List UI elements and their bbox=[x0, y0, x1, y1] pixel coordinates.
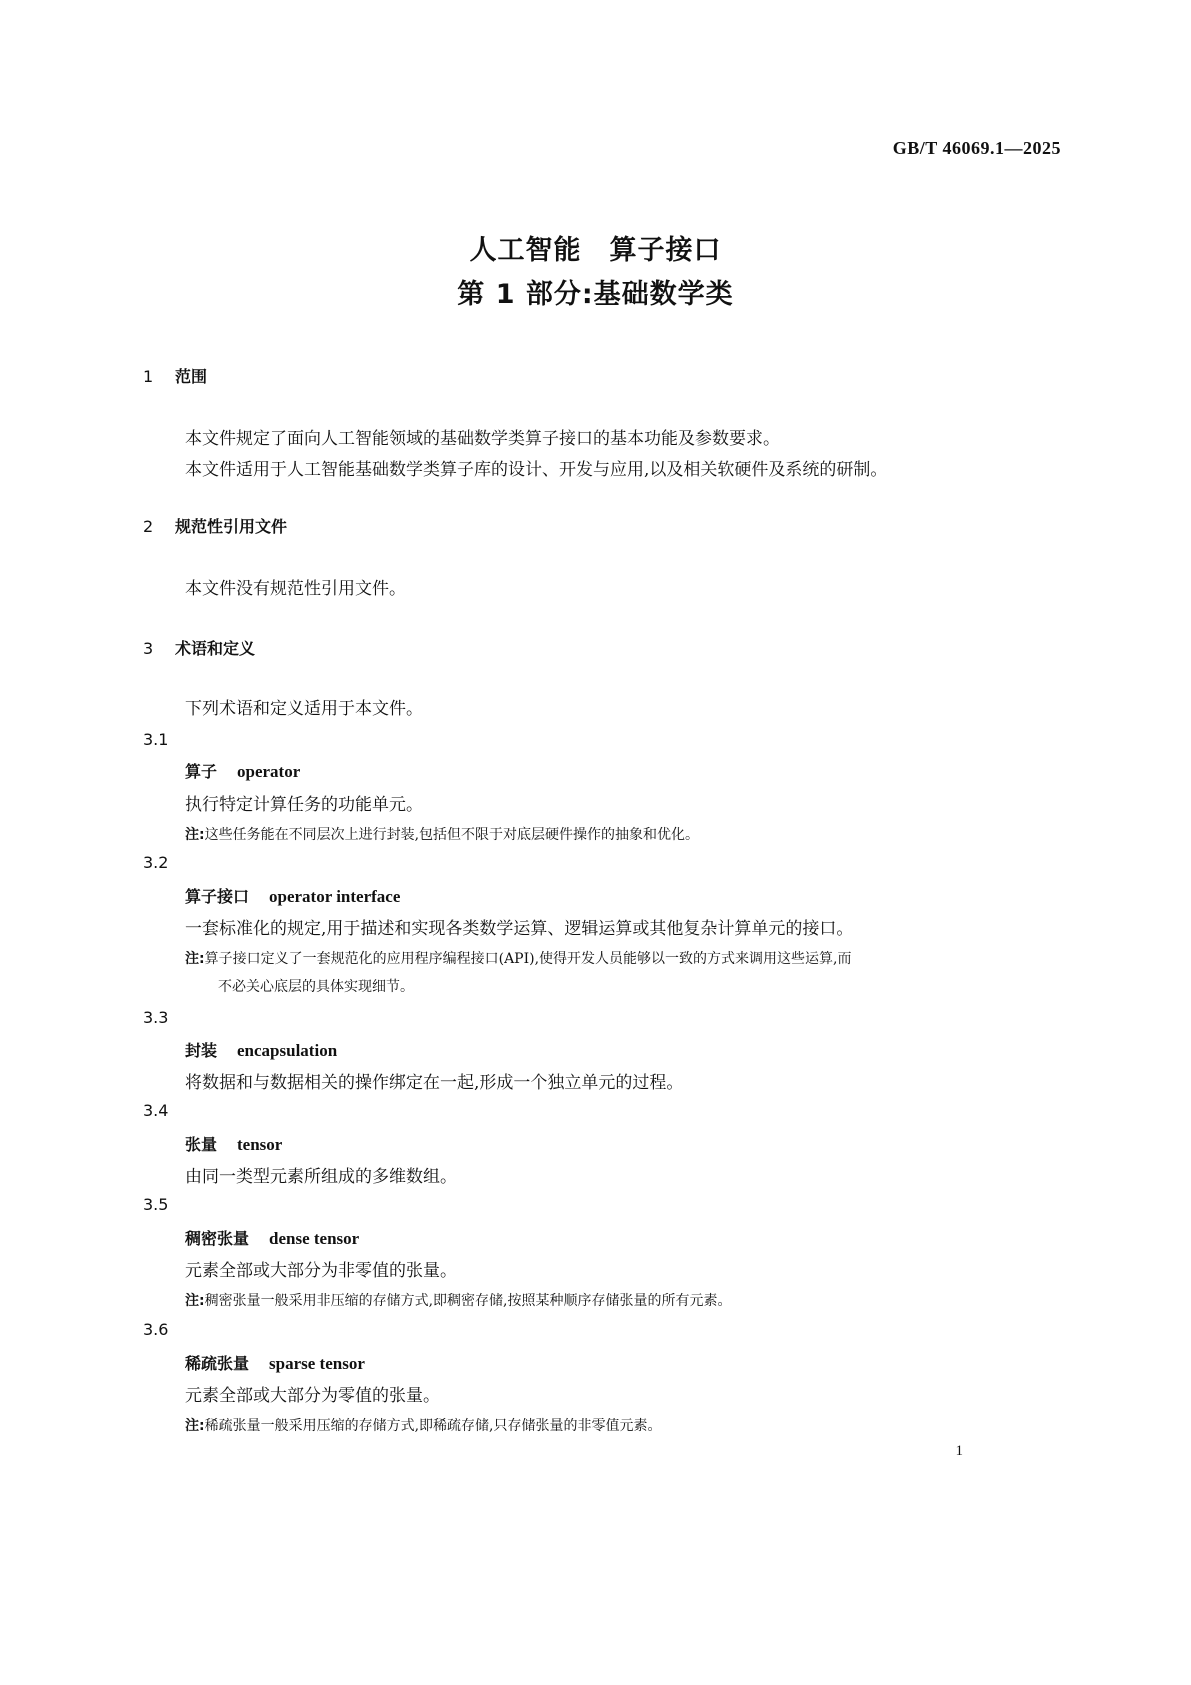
section-number: 3 bbox=[143, 639, 154, 658]
term-chinese: 张量 bbox=[185, 1135, 218, 1154]
note-text: 这些任务能在不同层次上进行封装,包括但不限于对底层硬件操作的抽象和优化。 bbox=[204, 827, 700, 843]
page-number: 1 bbox=[955, 1443, 963, 1459]
term-note-continuation: 不必关心底层的具体实现细节。 bbox=[218, 979, 414, 995]
note-label: 注: bbox=[185, 1293, 205, 1309]
term-entry bbox=[185, 1038, 337, 1061]
section-title: 规范性引用文件 bbox=[175, 517, 288, 536]
document-subtitle: 第 1 部分:基础数学类 bbox=[457, 279, 734, 310]
document-title: 人工智能 算子接口 bbox=[469, 235, 722, 266]
term-definition: 一套标准化的规定,用于描述和实现各类数学运算、逻辑运算或其他复杂计算单元的接口。 bbox=[185, 919, 854, 939]
term-definition: 执行特定计算任务的功能单元。 bbox=[185, 795, 423, 815]
note-label: 注: bbox=[185, 827, 205, 843]
clause-number: 3.5 bbox=[143, 1195, 169, 1214]
section-heading bbox=[143, 636, 255, 659]
term-chinese: 封装 bbox=[185, 1041, 218, 1060]
term-definition: 由同一类型元素所组成的多维数组。 bbox=[185, 1167, 457, 1187]
clause-number: 3.2 bbox=[143, 853, 169, 872]
section-title: 术语和定义 bbox=[175, 639, 256, 658]
term-english: operator interface bbox=[269, 887, 401, 906]
clause-number: 3.4 bbox=[143, 1101, 169, 1120]
section-number: 2 bbox=[143, 517, 154, 536]
term-english: dense tensor bbox=[269, 1229, 360, 1248]
term-entry bbox=[185, 1132, 282, 1155]
term-definition: 元素全部或大部分为非零值的张量。 bbox=[185, 1261, 457, 1281]
term-note bbox=[185, 824, 699, 844]
section-title: 范围 bbox=[175, 367, 208, 386]
term-entry bbox=[185, 1226, 359, 1249]
term-entry bbox=[185, 1351, 365, 1374]
term-chinese: 稀疏张量 bbox=[185, 1354, 250, 1373]
term-chinese: 算子 bbox=[185, 762, 218, 781]
clause-number: 3.6 bbox=[143, 1320, 169, 1339]
section-heading bbox=[143, 514, 287, 537]
term-note bbox=[185, 1415, 662, 1435]
term-note bbox=[185, 1290, 732, 1310]
term-english: sparse tensor bbox=[269, 1354, 365, 1373]
term-definition: 元素全部或大部分为零值的张量。 bbox=[185, 1386, 440, 1406]
note-label: 注: bbox=[185, 1418, 205, 1434]
clause-number: 3.1 bbox=[143, 730, 169, 749]
clause-number: 3.3 bbox=[143, 1008, 169, 1027]
term-english: tensor bbox=[237, 1135, 283, 1154]
note-text: 稠密张量一般采用非压缩的存储方式,即稠密存储,按照某种顺序存储张量的所有元素。 bbox=[204, 1293, 732, 1309]
document-code: GB/T 46069.1—2025 bbox=[892, 138, 1061, 158]
term-definition: 将数据和与数据相关的操作绑定在一起,形成一个独立单元的过程。 bbox=[185, 1073, 684, 1093]
section-number: 1 bbox=[143, 367, 154, 386]
note-text: 稀疏张量一般采用压缩的存储方式,即稀疏存储,只存储张量的非零值元素。 bbox=[204, 1418, 662, 1434]
term-english: encapsulation bbox=[237, 1041, 338, 1060]
paragraph: 下列术语和定义适用于本文件。 bbox=[185, 699, 423, 719]
section-heading bbox=[143, 364, 207, 387]
note-label: 注: bbox=[185, 951, 205, 967]
term-english: operator bbox=[237, 762, 301, 781]
term-entry bbox=[185, 884, 400, 907]
term-chinese: 稠密张量 bbox=[185, 1229, 250, 1248]
term-note bbox=[185, 948, 852, 968]
paragraph: 本文件规定了面向人工智能领域的基础数学类算子接口的基本功能及参数要求。 bbox=[185, 429, 780, 449]
paragraph: 本文件适用于人工智能基础数学类算子库的设计、开发与应用,以及相关软硬件及系统的研制。 bbox=[185, 460, 888, 480]
paragraph: 本文件没有规范性引用文件。 bbox=[185, 579, 406, 599]
term-chinese: 算子接口 bbox=[185, 887, 250, 906]
term-entry bbox=[185, 759, 300, 782]
note-text: 算子接口定义了一套规范化的应用程序编程接口(API),使得开发人员能够以一致的方式来调用这些运算,而 bbox=[204, 951, 852, 967]
